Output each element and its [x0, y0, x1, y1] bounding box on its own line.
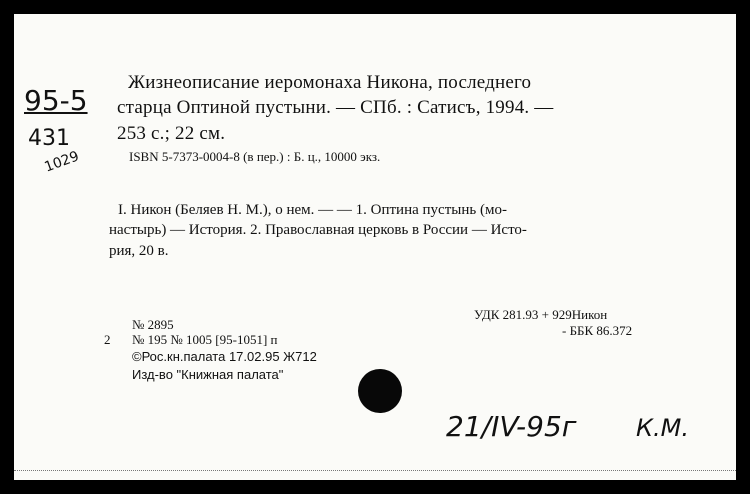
bottom-dotted-line — [14, 470, 736, 472]
punch-hole — [358, 369, 402, 413]
catalog-card — [14, 14, 736, 480]
pages-line: 253 с.; 22 см. — [117, 123, 226, 144]
handwritten-date: 21/IV-95г — [446, 410, 577, 443]
handwritten-scrawl: 1029 — [42, 148, 82, 176]
udk-code: УДК 281.93 + 929Никон — [474, 307, 608, 322]
book-chamber-stamp: ©Рос.кн.палата 17.02.95 Ж712 — [132, 349, 317, 364]
registration-numbers: № 195 № 1005 [95-1051] п — [132, 332, 278, 347]
bbk-code: - ББК 86.372 — [562, 323, 633, 338]
isbn-line: ISBN 5-7373-0004-8 (в пер.) : Б. ц., 10000 экз. — [129, 149, 381, 164]
subject-line-1: I. Никон (Беляев Н. М.), о нем. — — 1. Оптина пустынь (мо- — [118, 202, 507, 218]
handwritten-shelf-number: 431 — [28, 126, 70, 151]
copies-mark: 2 — [104, 332, 111, 347]
title-line-1: Жизнеописание иеромонаха Никона, последнего — [128, 72, 532, 93]
publisher-line: Изд-во "Книжная палата" — [132, 367, 284, 382]
title-line-2: старца Оптиной пустыни. — СПб. : Сатисъ, 1994. — — [117, 97, 554, 118]
handwritten-initials: К.М. — [636, 414, 690, 442]
subject-line-3: рия, 20 в. — [109, 243, 169, 259]
record-number: № 2895 — [132, 317, 174, 332]
handwritten-shelf-mark: 95-5 — [24, 84, 88, 117]
subject-line-2: настырь) — История. 2. Православная церковь в России — Исто- — [109, 222, 527, 238]
